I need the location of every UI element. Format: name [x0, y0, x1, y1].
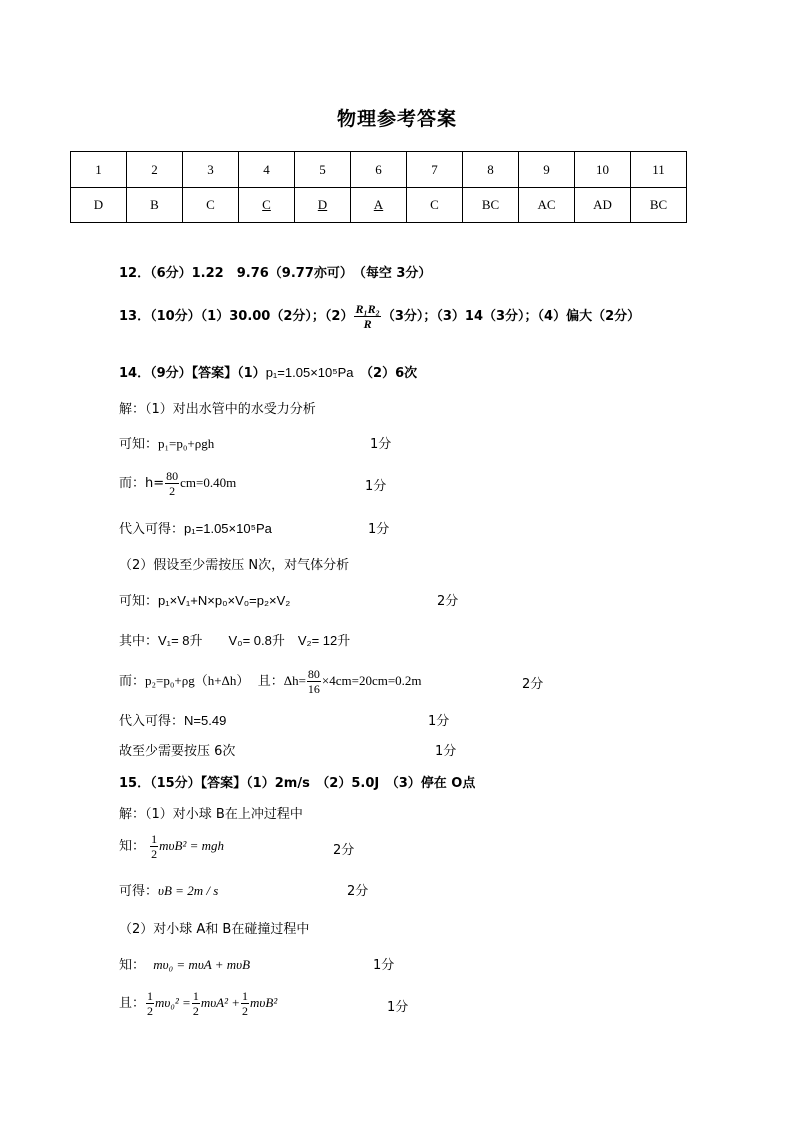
step-equation: ×4cm=20cm=0.2m: [321, 673, 422, 688]
fraction: [307, 667, 321, 696]
q14-step-5: （2）假设至少需按压 N次，对气体分析: [119, 558, 350, 573]
q15-step-3: [119, 880, 218, 899]
q15-step-4: （2）对小球 A和 B在碰撞过程中: [119, 922, 310, 937]
step-equation: p₂=p₀+ρg（h+Δh）: [145, 673, 250, 688]
table-cell: 5: [295, 152, 351, 188]
step-equation: p₁×V₁+N×p₀×V₀=p₂×V₂: [158, 593, 291, 608]
fraction-denominator: R: [363, 317, 372, 331]
table-cell: 11: [631, 152, 687, 188]
step-equation: p₁=p₀+ρgh: [158, 436, 215, 451]
step-connector: 且：: [257, 674, 284, 689]
table-cell: 4: [239, 152, 295, 188]
step-equation: Δh=: [283, 673, 306, 688]
fraction-numerator: 1: [192, 989, 199, 1003]
points-label: 2分: [437, 594, 459, 609]
q14-step-10: 故至少需要按压 6次: [119, 744, 236, 759]
points-label: 1分: [435, 744, 457, 759]
step-equation: mυB² = mgh: [159, 838, 225, 853]
table-cell: 8: [463, 152, 519, 188]
step-prefix: 而：: [119, 674, 146, 689]
fraction-numerator: 1: [242, 989, 249, 1003]
answer-row: [71, 188, 687, 223]
fraction-numerator: R₁R₂: [355, 302, 380, 316]
table-cell: 7: [407, 152, 463, 188]
points-label: 2分: [347, 884, 369, 899]
points-label: 1分: [373, 958, 395, 973]
answer-table: [70, 151, 687, 223]
underlined-answer: A: [373, 197, 384, 212]
q15-step-5: [119, 954, 250, 973]
fraction: [150, 832, 158, 861]
fraction-denominator: 2: [151, 847, 158, 861]
question-number-row: [71, 152, 687, 188]
table-cell: 1: [71, 152, 127, 188]
table-cell: [239, 188, 295, 223]
q12-answer: 12．（6分）1.22 9.76（9.77亦可） （每空 3分）: [119, 266, 432, 281]
table-cell: AC: [519, 188, 575, 223]
page-title: 物理参考答案: [336, 108, 457, 130]
step-prefix: 而：h=: [119, 476, 165, 491]
step-equation: V₁= 8升 V₀= 0.8升 V₂= 12升: [158, 633, 351, 648]
points-label: 1分: [368, 522, 390, 537]
table-cell: AD: [575, 188, 631, 223]
step-prefix: 代入可得：: [119, 522, 185, 537]
step-equation: mυA² +: [200, 995, 241, 1010]
q14-head-formula: p₁=1.05×10⁵Pa: [265, 365, 354, 380]
step-prefix: 知：: [119, 958, 146, 973]
step-prefix: 知：: [119, 839, 146, 854]
q14-step-8: [119, 664, 422, 699]
fraction: [241, 989, 249, 1018]
fraction: [192, 989, 200, 1018]
table-cell: BC: [631, 188, 687, 223]
table-cell: D: [71, 188, 127, 223]
table-cell: 9: [519, 152, 575, 188]
points-label: 1分: [387, 1000, 409, 1015]
points-label: 1分: [428, 714, 450, 729]
fraction-denominator: 2: [147, 1004, 154, 1018]
q15-head: 15．（15分）【答案】（1）2m/s （2）5.0J （3）停在 O点: [119, 776, 476, 791]
table-cell: C: [183, 188, 239, 223]
table-cell: BC: [463, 188, 519, 223]
points-label: 2分: [522, 677, 544, 692]
table-cell: [295, 188, 351, 223]
step-prefix: 代入可得：: [119, 714, 185, 729]
q14-step-1: 解：（1）对出水管中的水受力分析: [119, 402, 316, 417]
q14-step-2: [119, 433, 214, 452]
step-equation: cm=0.40m: [180, 475, 237, 490]
step-prefix: 可知：: [119, 594, 159, 609]
fraction-denominator: 2: [242, 1004, 249, 1018]
step-prefix: 其中：: [119, 634, 159, 649]
table-cell: 6: [351, 152, 407, 188]
q14-head: [119, 362, 417, 381]
underlined-answer: C: [262, 197, 271, 212]
underlined-answer: D: [317, 197, 328, 212]
q15-step-1: 解：（1）对小球 B在上冲过程中: [119, 807, 303, 822]
q14-step-9: [119, 710, 226, 729]
step-prefix: 可知：: [119, 437, 159, 452]
points-label: 1分: [370, 437, 392, 452]
step-equation: p₁=1.05×10⁵Pa: [184, 521, 272, 536]
table-cell: 2: [127, 152, 183, 188]
q13-suffix: （3分）；（3）14（3分）；（4）偏大（2分）: [381, 309, 641, 324]
fraction-numerator: 80: [307, 667, 320, 681]
fraction-numerator: 1: [147, 989, 154, 1003]
q14-head-prefix: 14．（9分）【答案】（1）: [119, 366, 266, 381]
fraction-numerator: 1: [151, 832, 158, 846]
fraction: [146, 989, 154, 1018]
fraction-denominator: 16: [307, 682, 320, 696]
step-prefix: 且：: [119, 996, 146, 1011]
table-cell: B: [127, 188, 183, 223]
fraction: [165, 469, 179, 498]
step-prefix: 可得：: [119, 884, 159, 899]
table-cell: C: [407, 188, 463, 223]
fraction-numerator: 80: [166, 469, 179, 483]
points-label: 1分: [365, 479, 387, 494]
step-equation: mυ₀² =: [155, 995, 191, 1010]
points-label: 2分: [333, 843, 355, 858]
table-cell: 3: [183, 152, 239, 188]
table-cell: [351, 188, 407, 223]
q15-step-6: [119, 986, 277, 1021]
q14-step-3: [119, 466, 236, 501]
step-equation: υB = 2m / s: [158, 883, 219, 898]
table-cell: 10: [575, 152, 631, 188]
q14-head-suffix: （2）6次: [353, 366, 418, 381]
q15-step-2: [119, 829, 224, 864]
q14-step-6: [119, 590, 290, 609]
q13-answer: [119, 300, 640, 334]
fraction-denominator: 2: [169, 484, 176, 498]
step-equation: mυB²: [250, 995, 278, 1010]
q14-step-7: [119, 630, 350, 649]
q13-fraction: [354, 302, 380, 331]
step-equation: mυ₀ = mυA + mυB: [153, 957, 251, 972]
q13-prefix: 13．（10分）（1）30.00（2分）；（2）: [119, 309, 354, 324]
fraction-denominator: 2: [192, 1004, 199, 1018]
q14-step-4: [119, 518, 272, 537]
step-equation: N=5.49: [184, 713, 227, 728]
